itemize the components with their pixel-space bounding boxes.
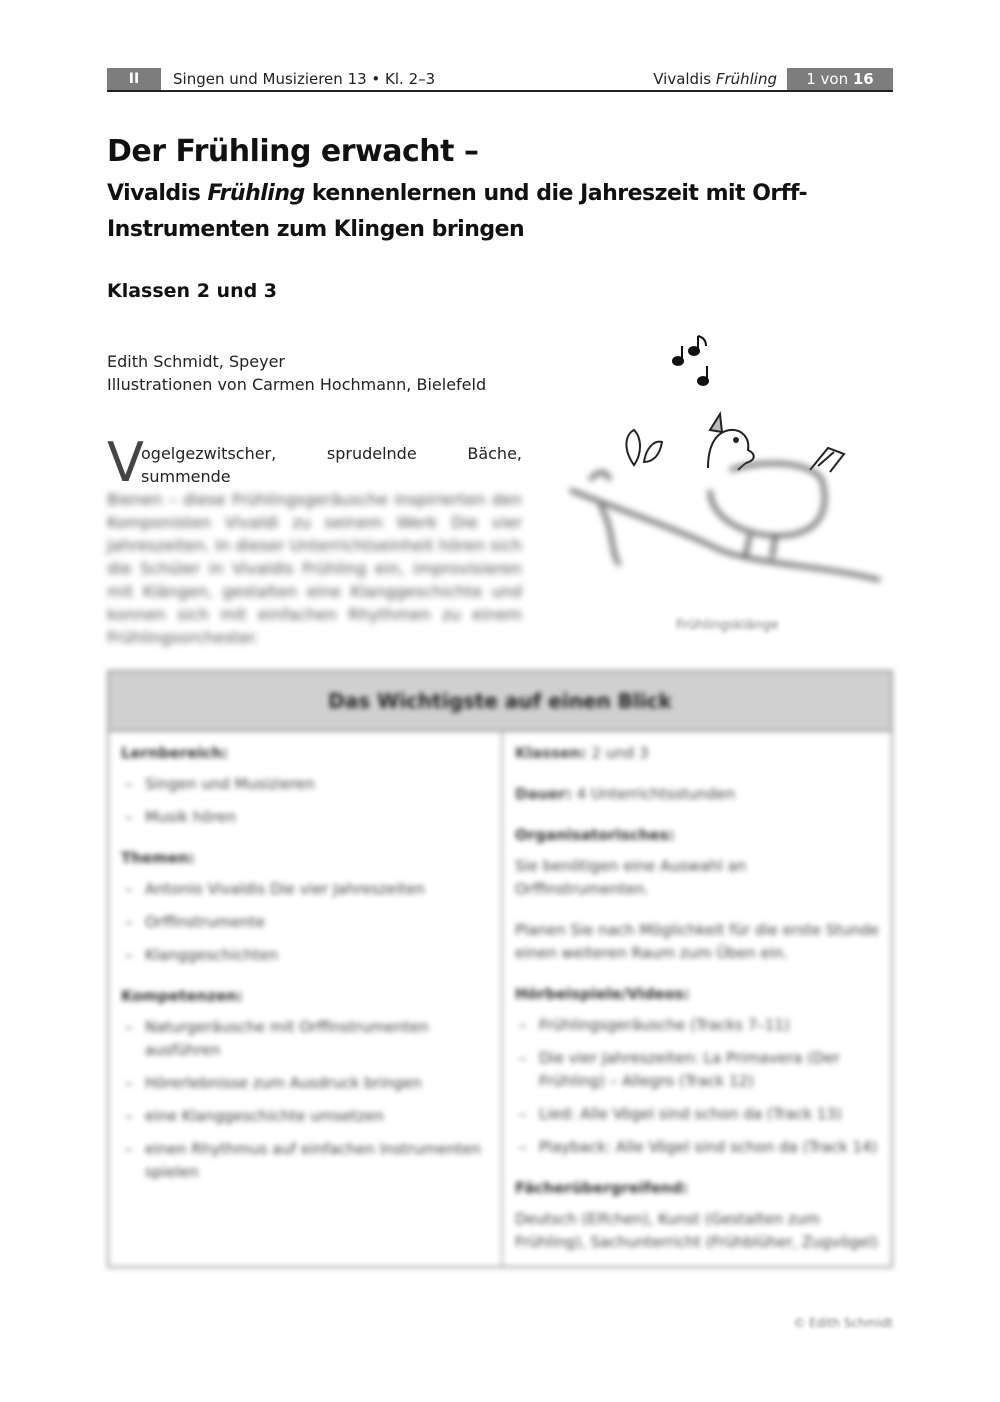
faecher-text: Deutsch (Elfchen), Kunst (Gestalten zum Frühling), Sachunterricht (Frühblüher, Zugvögel) — [515, 1210, 879, 1251]
klassen-row: Klassen: 2 und 3 — [515, 744, 649, 762]
list-item: – Hörerlebnisse zum Ausdruck bringen — [121, 1072, 486, 1095]
classes-heading: Klassen 2 und 3 — [107, 280, 278, 302]
list-item: – Lied: Alle Vögel sind schon da (Track 13) — [515, 1103, 881, 1126]
list-item: – Frühlingsgeräusche (Tracks 7–11) — [515, 1014, 881, 1037]
page-subtitle: Vivaldis Frühling kennenlernen und die Jahreszeit mit Orff-Instrumenten zum Klingen bringen — [107, 181, 808, 242]
list-item: – Antonio Vivaldis Die vier Jahreszeiten — [121, 878, 486, 901]
overview-left-column — [121, 742, 486, 1202]
organisatorisches-label: Organisatorisches: — [515, 826, 675, 844]
page-title: Der Frühling erwacht – — [107, 134, 479, 169]
drop-cap: V — [107, 431, 144, 494]
themen-list — [121, 878, 486, 967]
list-item: – einen Rhythmus auf einfachen Instrumenten spielen — [121, 1138, 486, 1184]
overview-right-column — [515, 742, 881, 1272]
hoerbeispiele-label: Hörbeispiele/Videos: — [515, 985, 690, 1003]
overview-box-title: Das Wichtigste auf einen Blick — [109, 672, 891, 732]
illustration-caption: Frühlingsklänge — [676, 618, 779, 633]
copyright-footer: © Edith Schmidt — [793, 1316, 893, 1330]
intro-paragraph — [107, 431, 522, 649]
list-item: – Singen und Musizieren — [121, 773, 486, 796]
list-item: – Musik hören — [121, 806, 486, 829]
running-header — [107, 68, 893, 92]
lernbereich-label: Lernbereich: — [121, 744, 228, 762]
kompetenzen-list — [121, 1016, 486, 1184]
themen-label: Themen: — [121, 849, 195, 867]
column-divider — [501, 732, 503, 1266]
section-badge: II — [107, 68, 161, 90]
list-item: – Playback: Alle Vögel sind schon da (Track 14) — [515, 1136, 881, 1159]
page-indicator: 1 von 16 — [787, 68, 893, 90]
overview-box — [107, 670, 893, 1268]
intro-first-line: ogelgezwitscher, sprudelnde Bäche, summende — [141, 444, 522, 486]
overview-box-columns — [109, 732, 891, 1266]
author-credits — [107, 350, 486, 396]
lernbereich-list — [121, 773, 486, 829]
singing-bird-on-branch-icon — [560, 330, 890, 590]
hoerbeispiele-list — [515, 1014, 881, 1159]
author-name: Edith Schmidt, Speyer — [107, 352, 285, 371]
list-item: – Orffinstrumente — [121, 911, 486, 934]
dauer-row: Dauer: 4 Unterrichtsstunden — [515, 785, 736, 803]
illustrator-credit: Illustrationen von Carmen Hochmann, Bielefeld — [107, 375, 487, 394]
list-item: – Naturgeräusche mit Orffinstrumenten ausführen — [121, 1016, 486, 1062]
list-item: – Die vier Jahreszeiten: La Primavera (Der Frühling) – Allegro (Track 12) — [515, 1047, 881, 1093]
series-title: Singen und Musizieren 13 • Kl. 2–3 — [173, 70, 436, 88]
organisatorisches-text-1: Sie benötigen eine Auswahl an Orffinstrumenten. — [515, 857, 747, 898]
faecher-label: Fächerübergreifend: — [515, 1179, 689, 1197]
topic-title: Vivaldis Frühling — [653, 70, 777, 88]
list-item: – Klanggeschichten — [121, 944, 486, 967]
organisatorisches-text-2: Planen Sie nach Möglichkeit für die erste Stunde einen weiteren Raum zum Üben ein. — [515, 921, 879, 962]
kompetenzen-label: Kompetenzen: — [121, 987, 243, 1005]
intro-body: Bienen – diese Frühlingsgeräusche inspirierten den Komponisten Vivaldi zu seinem Werk Die vier Jahreszeiten. In dieser Unterrichtseinheit hören sich die Schüler in Vivaldis Frühling ein, improvisieren mit Klängen, gestalten eine Klanggeschichte und konnen sich mit einfachen Rhythmen zu einem Frühlingsorchester. — [107, 490, 522, 647]
list-item: – eine Klanggeschichte umsetzen — [121, 1105, 486, 1128]
